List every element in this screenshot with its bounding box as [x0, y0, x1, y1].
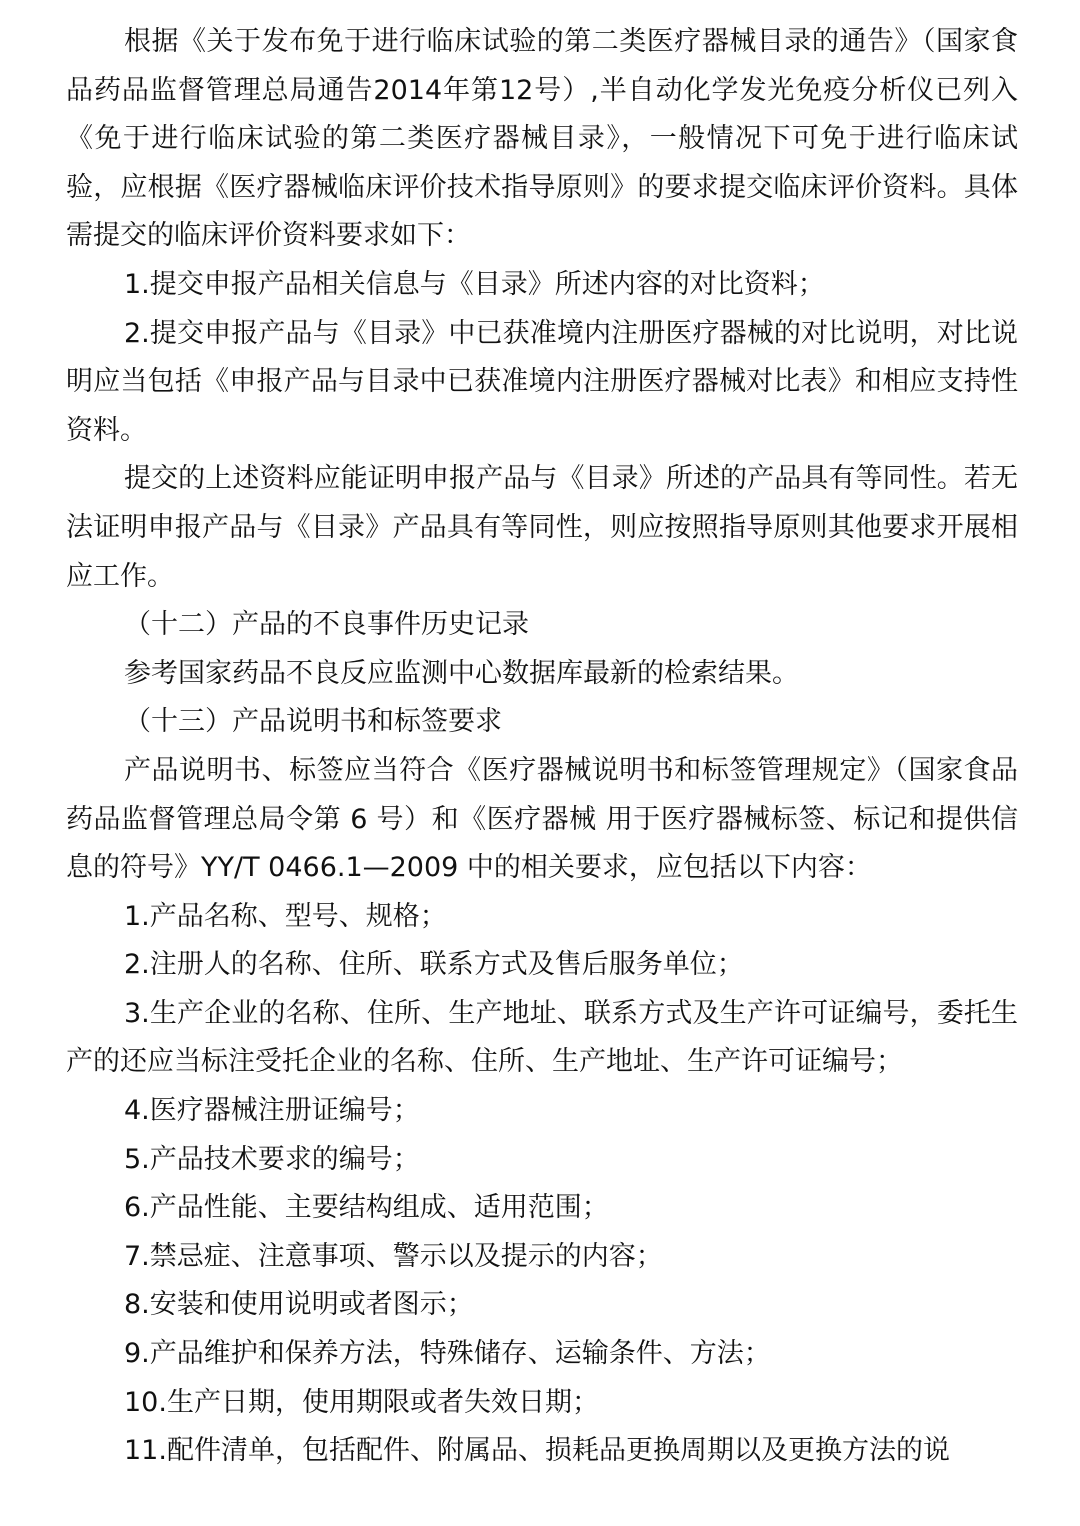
section-13-body: 产品说明书、标签应当符合《医疗器械说明书和标签管理规定》（国家食品药品监督管理总局令第 6 号）和《医疗器械 用于医疗器械标签、标记和提供信息的符号》YY/T 0466.1—2009 中的相关要求，应包括以下内容： — [66, 754, 1018, 884]
label-item-5: 5.产品技术要求的编号； — [124, 1143, 420, 1175]
section-13-heading: （十三）产品说明书和标签要求 — [124, 706, 502, 738]
section-12-body: 参考国家药品不良反应监测中心数据库最新的检索结果。 — [124, 657, 799, 689]
label-item-7: 7.禁忌症、注意事项、警示以及提示的内容； — [124, 1240, 663, 1272]
label-item-2: 2.注册人的名称、住所、联系方式及售后服务单位； — [124, 949, 744, 981]
clinical-item-1: 1.提交申报产品相关信息与《目录》所述内容的对比资料； — [124, 268, 825, 300]
clinical-item-2: 2.提交申报产品与《目录》中已获准境内注册医疗器械的对比说明，对比说明应当包括《申报产品与目录中已获准境内注册医疗器械对比表》和相应支持性资料。 — [66, 317, 1018, 446]
label-item-11: 11.配件清单，包括配件、附属品、损耗品更换周期以及更换方法的说 — [124, 1435, 950, 1467]
label-item-9: 9.产品维护和保养方法，特殊储存、运输条件、方法； — [124, 1338, 771, 1370]
label-item-6: 6.产品性能、主要结构组成、适用范围； — [124, 1192, 609, 1224]
intro-paragraph: 根据《关于发布免于进行临床试验的第二类医疗器械目录的通告》（国家食品药品监督管理总局通告2014年第12号）,半自动化学发光免疫分析仪已列入《免于进行临床试验的第二类医疗器械目录》，一般情况下可免于进行临床试验，应根据《医疗器械临床评价技术指导原则》的要求提交临床评价资料。具体需提交的临床评价资料要求如下： — [66, 26, 1018, 252]
equivalence-paragraph: 提交的上述资料应能证明申报产品与《目录》所述的产品具有等同性。若无法证明申报产品与《目录》产品具有等同性，则应按照指导原则其他要求开展相应工作。 — [66, 463, 1018, 592]
label-item-10: 10.生产日期，使用期限或者失效日期； — [124, 1386, 599, 1418]
label-item-8: 8.安装和使用说明或者图示； — [124, 1289, 474, 1321]
section-12-heading: （十二）产品的不良事件历史记录 — [124, 609, 529, 641]
label-item-3: 3.生产企业的名称、住所、生产地址、联系方式及生产许可证编号，委托生产的还应当标注受托企业的名称、住所、生产地址、生产许可证编号； — [66, 997, 1018, 1078]
label-item-4: 4.医疗器械注册证编号； — [124, 1095, 420, 1127]
label-item-1: 1.产品名称、型号、规格； — [124, 900, 447, 932]
